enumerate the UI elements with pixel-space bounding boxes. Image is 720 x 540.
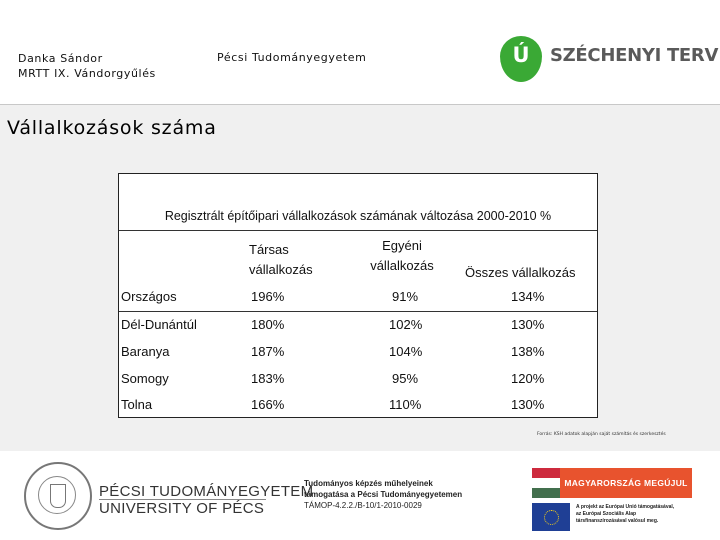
osszes-cell: 130% xyxy=(511,397,545,412)
table-row xyxy=(119,392,597,419)
table-top-rule xyxy=(119,230,597,231)
table-caption: Regisztrált építőipari vállalkozások számának változása 2000-2010 % xyxy=(164,209,552,223)
osszes-cell: 138% xyxy=(511,344,545,359)
slide-title: Vállalkozások száma xyxy=(7,117,217,139)
eu-funding-text: A projekt az Európai Unió támogatásával, az Európai Szociális Alap társfinanszírozásával valósul meg. xyxy=(576,504,675,524)
region-cell: Tolna xyxy=(121,397,153,412)
table-row xyxy=(119,339,597,366)
szechenyi-logo-icon: Ú xyxy=(500,36,542,82)
region-cell: Somogy xyxy=(121,371,169,386)
column-header-tarsas: Társas vállalkozás xyxy=(249,242,313,277)
table-row xyxy=(119,284,597,312)
university-seal-icon xyxy=(24,462,92,530)
region-cell: Baranya xyxy=(121,344,170,359)
column-header-egyeni: Egyéni vállalkozás xyxy=(370,238,434,273)
hungarian-flag-icon xyxy=(532,468,560,498)
egyeni-cell: 102% xyxy=(389,317,423,332)
header-author xyxy=(18,51,156,81)
tarsas-cell: 166% xyxy=(251,397,285,412)
table-row xyxy=(119,312,597,339)
eu-funding-box xyxy=(532,503,692,533)
eu-flag-icon xyxy=(532,503,570,531)
egyeni-cell: 95% xyxy=(392,371,419,386)
osszes-cell: 120% xyxy=(511,371,545,386)
project-info: Tudományos képzés műhelyeinek támogatása a Pécsi Tudományegyetemen TÁMOP-4.2.2./B-10/1-2010-0029 xyxy=(304,479,463,510)
banner-text: MAGYARORSZÁG MEGÚJUL xyxy=(560,468,692,498)
event-name: MRTT IX. Vándorgyűlés xyxy=(18,67,156,80)
author-name: Danka Sándor xyxy=(18,52,103,65)
region-cell: Országos xyxy=(121,289,177,304)
tarsas-cell: 183% xyxy=(251,371,285,386)
tarsas-cell: 180% xyxy=(251,317,285,332)
szechenyi-logo-text: SZÉCHENYI TERV xyxy=(550,45,719,66)
region-cell: Dél-Dunántúl xyxy=(121,317,197,332)
pte-name-hu: PÉCSI TUDOMÁNYEGYETEM xyxy=(99,483,314,500)
source-note: Forrás: KSH adatok alapján saját számítás és szerkesztés xyxy=(537,432,666,437)
magyarorszag-megujul-banner xyxy=(532,468,692,498)
column-header-osszes: Összes vállalkozás xyxy=(465,265,576,280)
szechenyi-terv-logo xyxy=(500,36,719,96)
pte-name-en: UNIVERSITY OF PÉCS xyxy=(99,500,265,517)
osszes-cell: 134% xyxy=(511,289,545,304)
header-university: Pécsi Tudományegyetem xyxy=(217,51,367,64)
osszes-cell: 130% xyxy=(511,317,545,332)
egyeni-cell: 104% xyxy=(389,344,423,359)
egyeni-cell: 110% xyxy=(389,397,422,412)
data-table xyxy=(118,173,598,418)
tarsas-cell: 196% xyxy=(251,289,285,304)
egyeni-cell: 91% xyxy=(392,289,419,304)
tarsas-cell: 187% xyxy=(251,344,285,359)
table-row xyxy=(119,366,597,393)
